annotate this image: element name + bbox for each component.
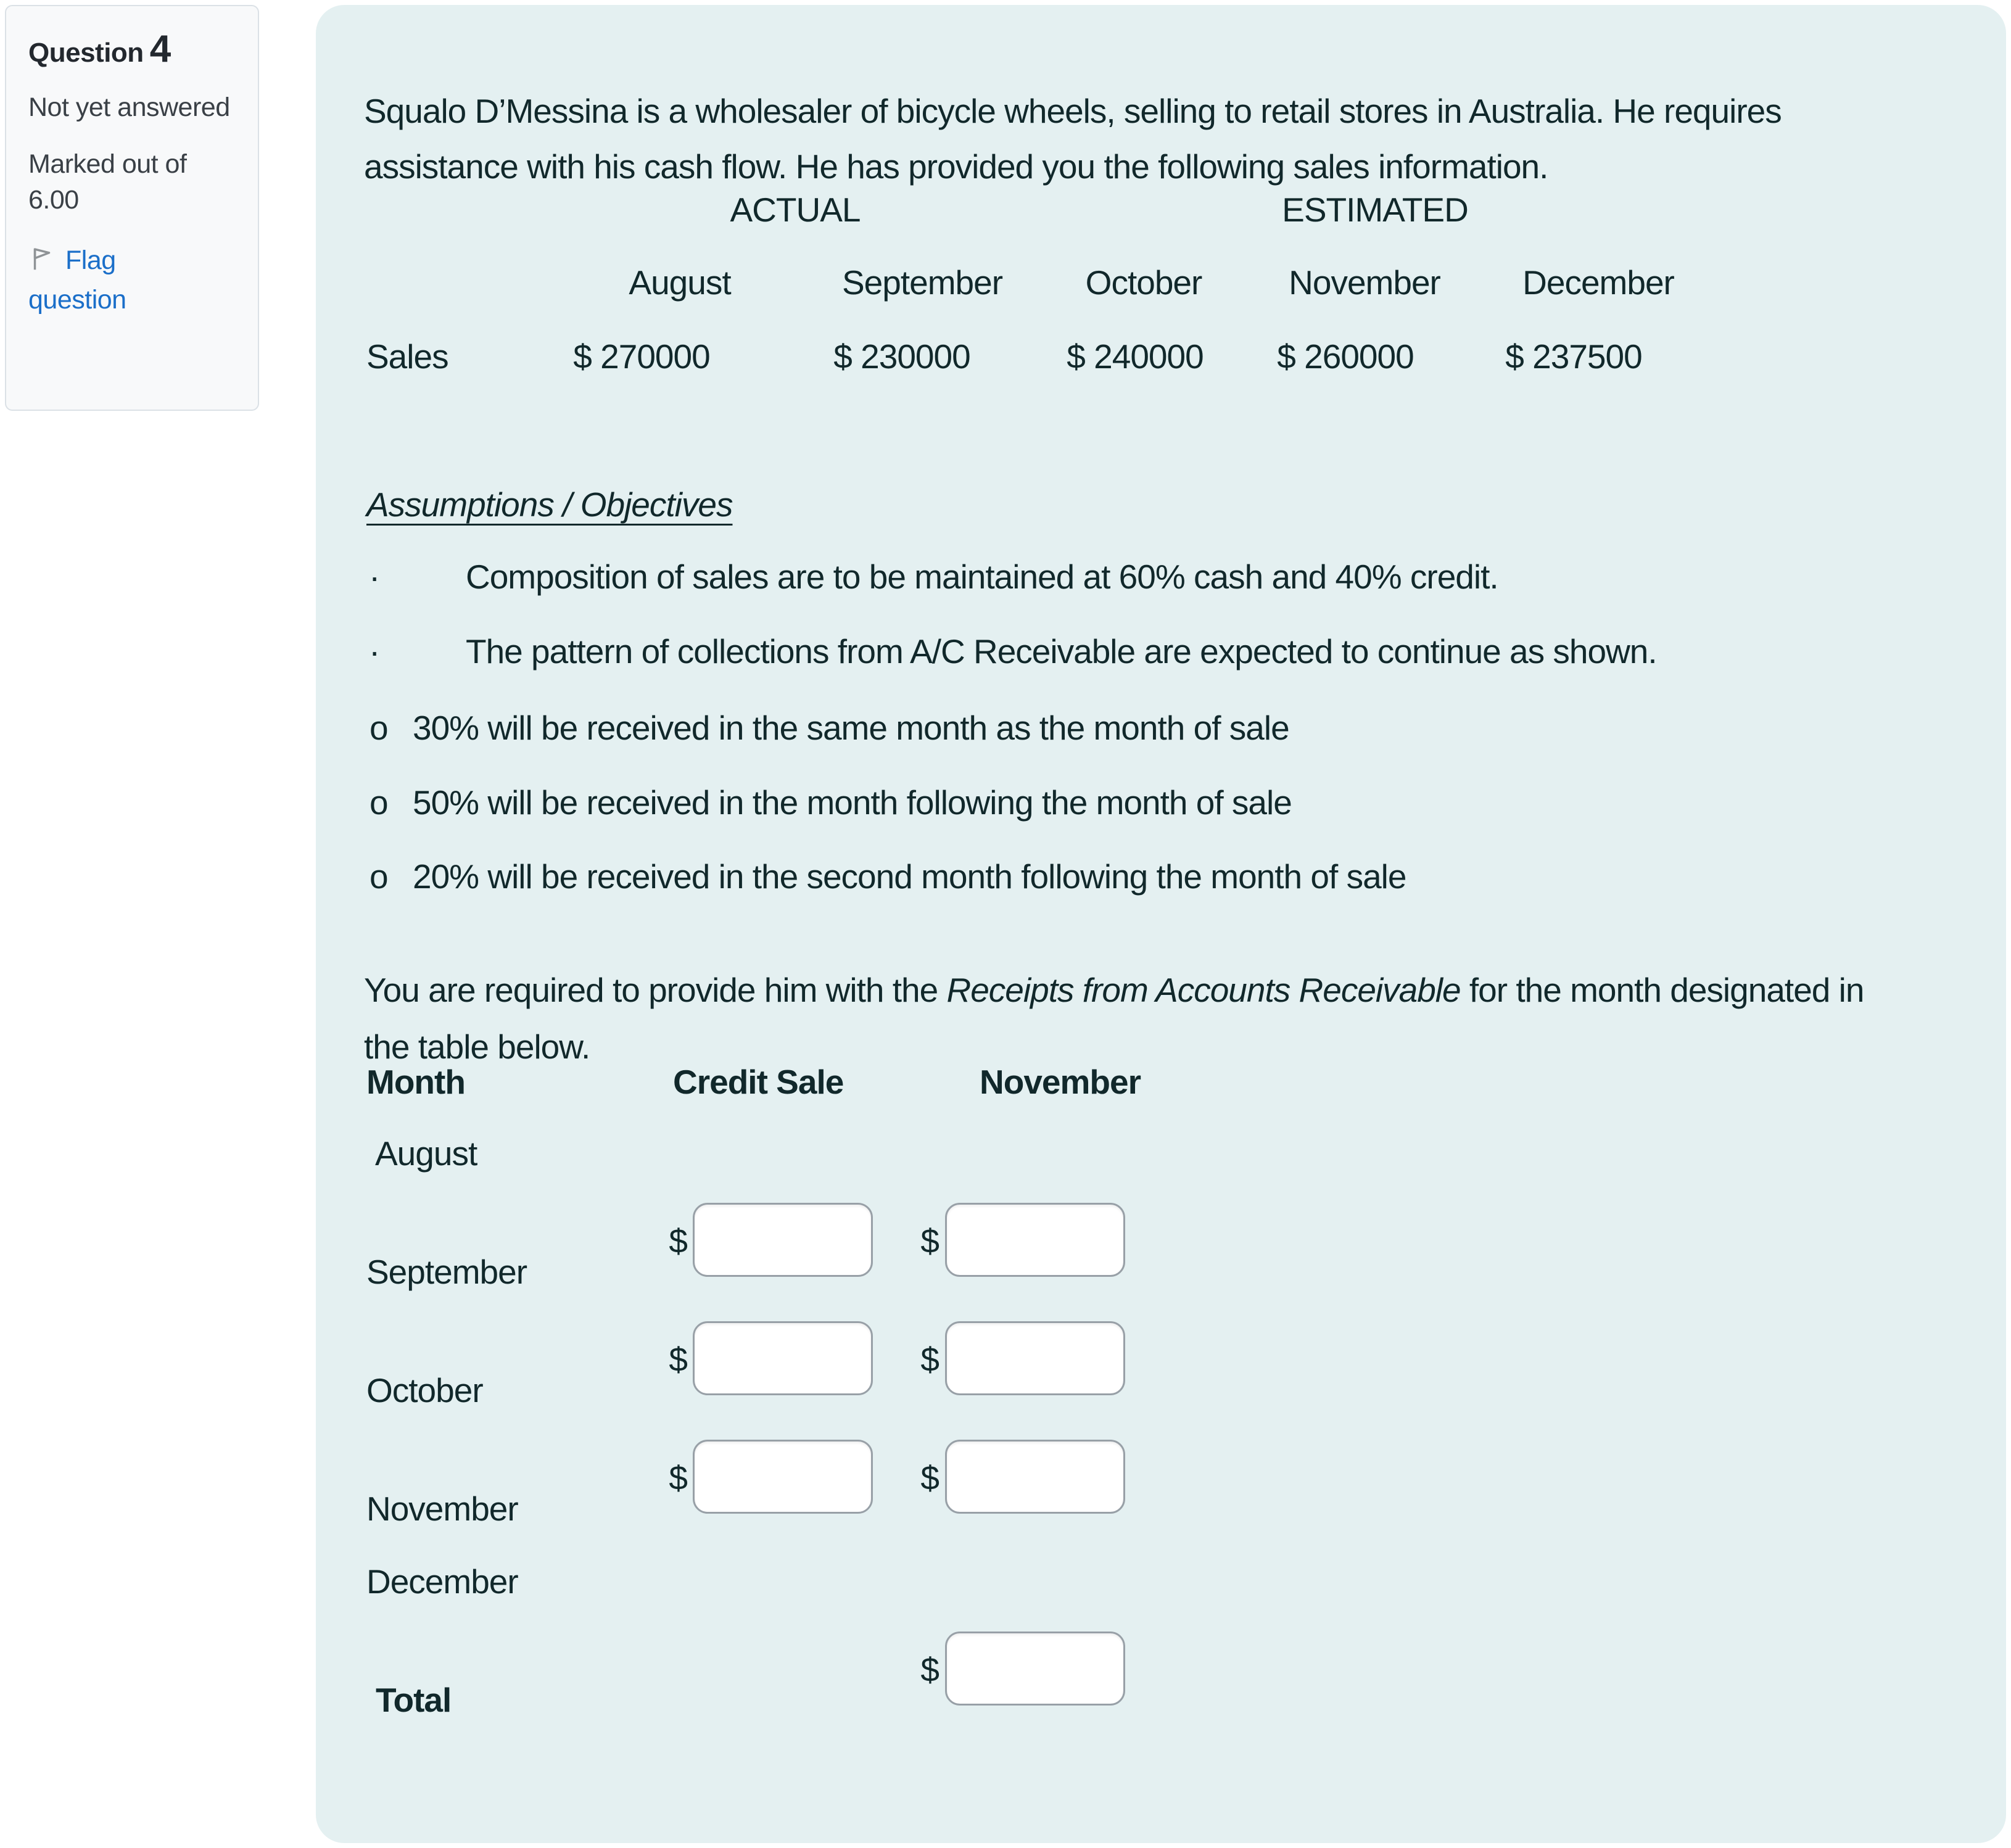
collection-pattern-text: 20% will be received in the second month following the month of sale	[413, 857, 1406, 896]
answer-row-label-november: November	[366, 1490, 518, 1528]
assumptions-heading: Assumptions / Objectives	[366, 485, 733, 524]
assumption-text: Composition of sales are to be maintained at 60% cash and 40% credit.	[466, 558, 1498, 596]
november-receipt-input-november[interactable]	[945, 1440, 1125, 1514]
answer-row-label-total: Total	[376, 1681, 452, 1719]
sub-bullet-marker: o	[370, 709, 388, 747]
flag-icon	[28, 244, 57, 282]
answer-row-label-september: September	[366, 1253, 527, 1291]
assumption-text: The pattern of collections from A/C Receivable are expected to continue as shown.	[466, 632, 1657, 670]
sub-bullet-marker: o	[370, 857, 388, 896]
sales-value: $ 237500	[1505, 337, 1642, 376]
sales-actual-header: ACTUAL	[730, 191, 861, 229]
bullet-marker: ·	[369, 632, 380, 670]
assumption-item	[369, 632, 1657, 671]
collection-pattern-text: 30% will be received in the same month as the month of sale	[413, 709, 1289, 747]
answer-row-label-august: August	[375, 1134, 477, 1173]
sales-month-header: September	[841, 263, 1003, 302]
requirement-emphasis: Receipts from Accounts Receivable	[946, 971, 1461, 1009]
sales-value: $ 260000	[1277, 337, 1414, 376]
november-receipt-input-october[interactable]	[945, 1321, 1125, 1395]
question-title	[28, 27, 236, 71]
question-panel	[316, 5, 2006, 1843]
credit-sale-input-october[interactable]	[693, 1321, 873, 1395]
sub-bullet-marker: o	[370, 783, 388, 822]
dollar-prefix: $	[669, 1459, 687, 1497]
question-info-box	[5, 5, 259, 411]
dollar-prefix: $	[920, 1222, 939, 1260]
sales-value: $ 230000	[833, 337, 970, 376]
sales-estimated-header: ESTIMATED	[1282, 191, 1468, 229]
question-title-label: Question	[28, 38, 144, 68]
requirement-text	[364, 962, 1894, 1075]
dollar-prefix: $	[920, 1459, 939, 1497]
answer-row-label-october: October	[366, 1371, 483, 1409]
sales-value: $ 240000	[1067, 337, 1204, 376]
question-intro: Squalo D’Messina is a wholesaler of bicycle wheels, selling to retail stores in Australia. He requires assistance with his cash flow. He has provided you the following sales information.	[364, 92, 1782, 186]
sales-value: $ 270000	[573, 337, 710, 376]
collection-pattern-text: 50% will be received in the month following the month of sale	[413, 783, 1292, 822]
flag-question-link[interactable]	[28, 242, 189, 318]
requirement-prefix: You are required to provide him with the	[364, 971, 947, 1009]
sales-month-header: December	[1522, 263, 1674, 302]
dollar-prefix: $	[920, 1340, 939, 1379]
credit-sale-input-september[interactable]	[693, 1203, 873, 1277]
collection-pattern-item	[370, 857, 1406, 896]
collection-pattern-item	[370, 708, 1289, 748]
november-receipt-input-september[interactable]	[945, 1203, 1125, 1277]
question-number: 4	[149, 28, 171, 70]
dollar-prefix: $	[669, 1340, 687, 1379]
credit-sale-input-november[interactable]	[693, 1440, 873, 1514]
bullet-marker: ·	[369, 558, 380, 596]
answer-header-november: November	[980, 1063, 1141, 1101]
assumption-item	[369, 557, 1498, 596]
answer-header-month: Month	[366, 1063, 465, 1101]
total-input[interactable]	[945, 1631, 1125, 1706]
answer-header-credit-sale: Credit Sale	[673, 1063, 844, 1101]
collection-pattern-item	[370, 783, 1292, 822]
sales-month-header: October	[1085, 263, 1202, 302]
dollar-prefix: $	[669, 1222, 687, 1260]
answer-row-label-december: December	[366, 1562, 518, 1601]
question-marks: Marked out of 6.00	[28, 149, 187, 215]
flag-question-label: Flag question	[28, 245, 126, 315]
dollar-prefix: $	[920, 1651, 939, 1689]
sales-row-label: Sales	[366, 337, 448, 376]
question-status: Not yet answered	[28, 93, 230, 122]
sales-month-header: November	[1289, 263, 1440, 302]
sales-month-header: August	[629, 263, 731, 302]
requirement-suffix: for the month designated in the table below.	[364, 971, 1864, 1066]
